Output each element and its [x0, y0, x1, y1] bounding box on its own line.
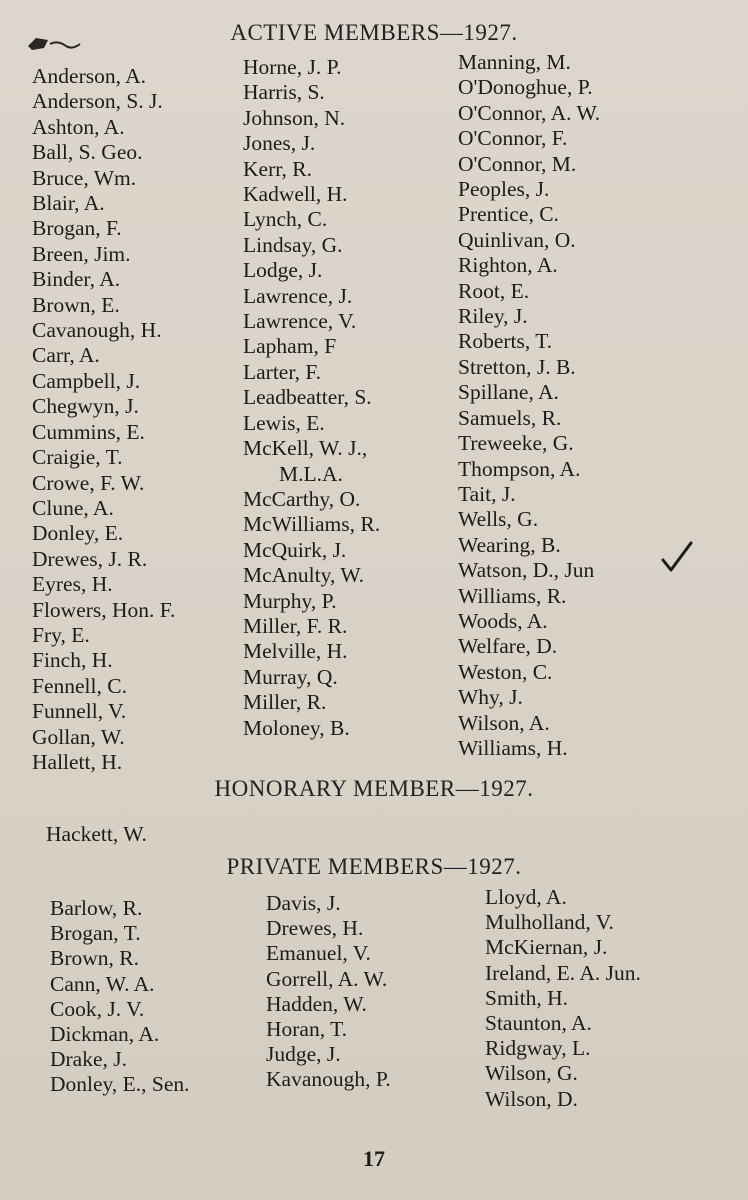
member-name: Hallett, H. — [32, 749, 123, 774]
member-name: Lodge, J. — [243, 258, 323, 283]
member-name: Hadden, W. — [266, 991, 367, 1016]
member-name: Miller, R. — [243, 690, 327, 715]
member-name: Crowe, F. W. — [32, 470, 145, 495]
member-name: Watson, D., Jun — [458, 558, 595, 583]
member-name: Treweeke, G. — [458, 431, 574, 456]
member-name: Donley, E., Sen. — [50, 1072, 190, 1097]
member-name: Smith, H. — [485, 985, 569, 1010]
member-name: O'Donoghue, P. — [458, 75, 593, 100]
member-name: Brown, E. — [32, 292, 120, 317]
member-name: Why, J. — [458, 685, 523, 710]
member-name: Eyres, H. — [32, 572, 113, 597]
member-name: Drewes, H. — [266, 916, 364, 941]
member-name: Ireland, E. A. Jun. — [485, 960, 641, 985]
member-name: McQuirk, J. — [243, 537, 347, 562]
member-name: Roberts, T. — [458, 329, 553, 354]
private-members-column-1 — [50, 896, 190, 1098]
member-name: Dickman, A. — [50, 1022, 160, 1047]
member-name: Ball, S. Geo. — [32, 140, 143, 165]
member-name: Spillane, A. — [458, 380, 559, 405]
member-name: Wilson, D. — [485, 1086, 578, 1111]
member-name: Blair, A. — [32, 191, 105, 216]
member-name: Murphy, P. — [243, 588, 337, 613]
member-name: Anderson, S. J. — [32, 89, 163, 114]
member-name: Welfare, D. — [458, 634, 558, 659]
member-name: Carr, A. — [32, 343, 100, 368]
member-name: Drewes, J. R. — [32, 546, 148, 571]
private-members-column-2 — [266, 891, 391, 1093]
honorary-member-heading: HONORARY MEMBER—1927. — [214, 776, 534, 801]
member-name: Jones, J. — [243, 131, 316, 156]
member-name: Lindsay, G. — [243, 232, 343, 257]
member-name: Harris, S. — [243, 80, 325, 105]
member-name: Wilson, G. — [485, 1061, 578, 1086]
active-members-column-2 — [243, 55, 380, 741]
member-name: Horan, T. — [266, 1017, 348, 1042]
member-name: Brown, R. — [50, 946, 139, 971]
member-name: Lawrence, J. — [243, 283, 353, 308]
member-name: Barlow, R. — [50, 896, 143, 920]
member-name: Kerr, R. — [243, 156, 312, 181]
member-name: Williams, R. — [458, 583, 567, 608]
member-name: O'Connor, M. — [458, 151, 577, 176]
member-name: Melville, H. — [243, 639, 348, 664]
member-name: Kavanough, P. — [266, 1067, 391, 1092]
member-name: Chegwyn, J. — [32, 394, 139, 419]
member-name: Wells, G. — [458, 507, 539, 532]
member-name: Anderson, A. — [32, 64, 147, 88]
member-name: Cook, J. V. — [50, 996, 145, 1021]
member-name: Leadbeatter, S. — [243, 385, 372, 410]
member-name: Campbell, J. — [32, 368, 141, 393]
member-name: Funnell, V. — [32, 699, 127, 724]
member-name: Quinlivan, O. — [458, 227, 576, 252]
active-members-column-1 — [32, 64, 175, 775]
member-name: Lawrence, V. — [243, 309, 357, 334]
member-name: Clune, A. — [32, 495, 114, 520]
member-name: Miller, F. R. — [243, 613, 348, 638]
member-name: Lewis, E. — [243, 410, 325, 435]
member-name: Ashton, A. — [32, 114, 125, 139]
member-name: McWilliams, R. — [243, 512, 381, 537]
member-name: Flowers, Hon. F. — [32, 597, 176, 622]
member-name: Lapham, F — [243, 334, 337, 359]
member-name: Gorrell, A. W. — [266, 966, 388, 991]
member-name: Lloyd, A. — [485, 885, 567, 909]
member-name: Thompson, A. — [458, 456, 581, 481]
member-name: McAnulty, W. — [243, 563, 365, 588]
member-name: Craigie, T. — [32, 445, 123, 470]
member-name: Williams, H. — [458, 735, 568, 760]
member-name: Johnson, N. — [243, 105, 346, 130]
member-name: Hackett, W. — [46, 822, 147, 846]
member-name: Weston, C. — [458, 659, 553, 684]
member-name: Righton, A. — [458, 253, 558, 278]
honorary-members-list — [46, 822, 147, 847]
member-name: McKell, W. J., — [243, 436, 368, 461]
member-name: Finch, H. — [32, 648, 113, 673]
member-name: Judge, J. — [266, 1042, 341, 1067]
member-name: Donley, E. — [32, 521, 124, 546]
member-name: O'Connor, A. W. — [458, 100, 601, 125]
active-members-column-3 — [458, 50, 600, 761]
member-name: Kadwell, H. — [243, 182, 348, 207]
member-name: Murray, Q. — [243, 664, 338, 689]
member-name: Moloney, B. — [243, 715, 350, 740]
member-name: Larter, F. — [243, 359, 322, 384]
member-name: Binder, A. — [32, 267, 121, 292]
member-name: Wilson, A. — [458, 710, 550, 735]
private-members-column-3 — [485, 885, 641, 1112]
member-name: Ridgway, L. — [485, 1036, 591, 1061]
member-name: Gollan, W. — [32, 724, 125, 749]
member-name: McCarthy, O. — [243, 486, 361, 511]
member-name: Fry, E. — [32, 622, 90, 647]
private-members-heading: PRIVATE MEMBERS—1927. — [226, 854, 522, 879]
member-name: Brogan, F. — [32, 216, 122, 241]
member-name: Cummins, E. — [32, 419, 145, 444]
member-name: Cavanough, H. — [32, 318, 162, 343]
member-name: Wearing, B. — [458, 532, 561, 557]
member-name: Cann, W. A. — [50, 971, 155, 996]
member-name: Lynch, C. — [243, 207, 328, 232]
member-name: Peoples, J. — [458, 177, 550, 202]
member-name: Staunton, A. — [485, 1011, 592, 1036]
member-name: Drake, J. — [50, 1047, 128, 1072]
member-name: Prentice, C. — [458, 202, 559, 227]
member-name: Bruce, Wm. — [32, 165, 137, 190]
member-name: Emanuel, V. — [266, 941, 371, 966]
member-name: Horne, J. P. — [243, 55, 342, 79]
active-members-heading: ACTIVE MEMBERS—1927. — [230, 20, 518, 45]
page-number: 17 — [363, 1146, 385, 1171]
member-name: Stretton, J. B. — [458, 354, 576, 379]
member-name: McKiernan, J. — [485, 935, 608, 960]
member-name: M.L.A. — [279, 461, 343, 486]
member-name: Woods, A. — [458, 608, 548, 633]
member-name: O'Connor, F. — [458, 126, 568, 151]
member-name: Tait, J. — [458, 481, 516, 506]
member-name: Fennell, C. — [32, 673, 127, 698]
member-name: Riley, J. — [458, 304, 528, 329]
member-name: Mulholland, V. — [485, 910, 614, 935]
member-name: Root, E. — [458, 278, 530, 303]
member-name: Davis, J. — [266, 891, 341, 915]
member-name: Manning, M. — [458, 50, 571, 74]
member-name: Breen, Jim. — [32, 241, 131, 266]
member-name: Samuels, R. — [458, 405, 562, 430]
check-mark-icon — [660, 540, 694, 574]
member-name: Brogan, T. — [50, 921, 141, 946]
